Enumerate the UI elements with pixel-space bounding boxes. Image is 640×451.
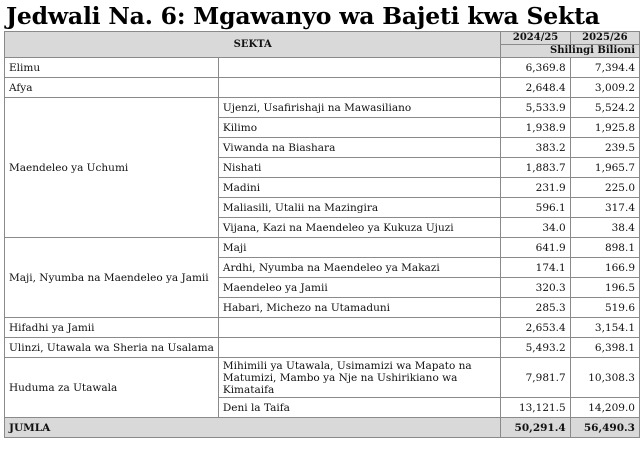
header-year-2024: 2024/25 <box>501 32 570 45</box>
table-title: Jedwali Na. 6: Mgawanyo wa Bajeti kwa Sekta <box>6 2 600 30</box>
value-2025: 317.4 <box>570 198 639 218</box>
value-2025: 225.0 <box>570 178 639 198</box>
sector-cell: Huduma za Utawala <box>5 358 219 418</box>
value-2024: 2,648.4 <box>501 78 570 98</box>
subsector-cell <box>218 58 501 78</box>
value-2025: 3,154.1 <box>570 318 639 338</box>
value-2025: 166.9 <box>570 258 639 278</box>
value-2025: 10,308.3 <box>570 358 639 398</box>
sector-cell: Hifadhi ya Jamii <box>5 318 219 338</box>
value-2024: 596.1 <box>501 198 570 218</box>
value-2025: 239.5 <box>570 138 639 158</box>
subsector-cell: Madini <box>218 178 501 198</box>
header-year-2025: 2025/26 <box>570 32 639 45</box>
budget-table <box>4 31 640 438</box>
value-2025: 1,965.7 <box>570 158 639 178</box>
header-unit: Shilingi Bilioni <box>501 45 640 58</box>
value-2025: 898.1 <box>570 238 639 258</box>
total-2024: 50,291.4 <box>501 418 570 438</box>
subsector-cell: Habari, Michezo na Utamaduni <box>218 298 501 318</box>
value-2025: 196.5 <box>570 278 639 298</box>
value-2024: 5,533.9 <box>501 98 570 118</box>
subsector-cell: Maji <box>218 238 501 258</box>
value-2024: 174.1 <box>501 258 570 278</box>
value-2024: 285.3 <box>501 298 570 318</box>
value-2024: 13,121.5 <box>501 398 570 418</box>
value-2024: 1,883.7 <box>501 158 570 178</box>
subsector-cell: Maliasili, Utalii na Mazingira <box>218 198 501 218</box>
value-2024: 6,369.8 <box>501 58 570 78</box>
value-2024: 7,981.7 <box>501 358 570 398</box>
value-2024: 231.9 <box>501 178 570 198</box>
subsector-cell: Kilimo <box>218 118 501 138</box>
sector-cell: Elimu <box>5 58 219 78</box>
sector-cell: Maji, Nyumba na Maendeleo ya Jamii <box>5 238 219 318</box>
value-2024: 2,653.4 <box>501 318 570 338</box>
subsector-cell: Deni la Taifa <box>218 398 501 418</box>
sector-cell: Ulinzi, Utawala wa Sheria na Usalama <box>5 338 219 358</box>
total-2025: 56,490.3 <box>570 418 639 438</box>
value-2025: 519.6 <box>570 298 639 318</box>
value-2025: 14,209.0 <box>570 398 639 418</box>
subsector-cell <box>218 318 501 338</box>
value-2024: 641.9 <box>501 238 570 258</box>
subsector-cell: Mihimili ya Utawala, Usimamizi wa Mapato na Matumizi, Mambo ya Nje na Ushirikiano wa Kimataifa <box>218 358 501 398</box>
value-2025: 1,925.8 <box>570 118 639 138</box>
subsector-cell <box>218 338 501 358</box>
total-label: JUMLA <box>5 418 501 438</box>
value-2025: 3,009.2 <box>570 78 639 98</box>
value-2024: 1,938.9 <box>501 118 570 138</box>
subsector-cell: Vijana, Kazi na Maendeleo ya Kukuza Ujuzi <box>218 218 501 238</box>
subsector-cell: Nishati <box>218 158 501 178</box>
value-2024: 383.2 <box>501 138 570 158</box>
value-2025: 6,398.1 <box>570 338 639 358</box>
value-2024: 5,493.2 <box>501 338 570 358</box>
subsector-cell: Maendeleo ya Jamii <box>218 278 501 298</box>
value-2025: 38.4 <box>570 218 639 238</box>
sector-cell: Afya <box>5 78 219 98</box>
subsector-cell: Viwanda na Biashara <box>218 138 501 158</box>
subsector-cell: Ujenzi, Usafirishaji na Mawasiliano <box>218 98 501 118</box>
value-2025: 7,394.4 <box>570 58 639 78</box>
subsector-cell <box>218 78 501 98</box>
header-sector: SEKTA <box>5 32 501 58</box>
value-2024: 320.3 <box>501 278 570 298</box>
subsector-cell: Ardhi, Nyumba na Maendeleo ya Makazi <box>218 258 501 278</box>
value-2025: 5,524.2 <box>570 98 639 118</box>
sector-cell: Maendeleo ya Uchumi <box>5 98 219 238</box>
value-2024: 34.0 <box>501 218 570 238</box>
